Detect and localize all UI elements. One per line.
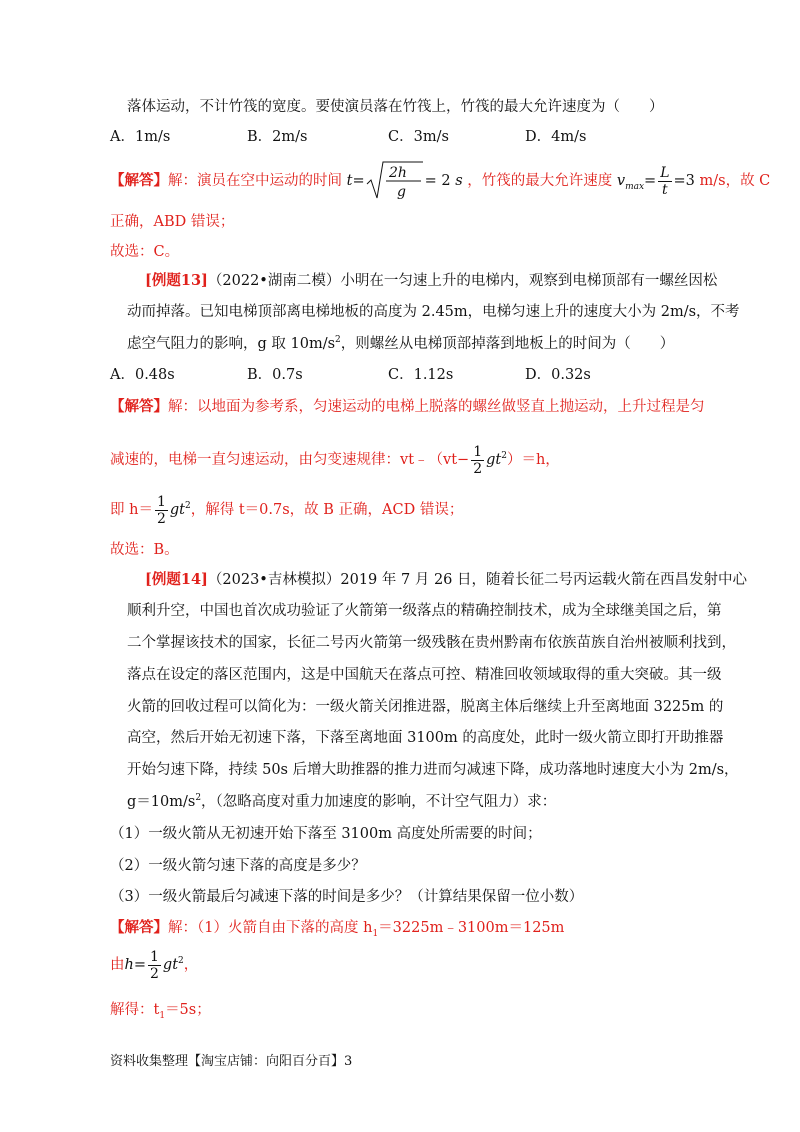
q12-options [110, 127, 710, 147]
q14-answer-line3: 解得：$t_1=5s$； [110, 1002, 211, 1021]
q12-option-d: D．4m/s [525, 129, 587, 145]
q12-answer-line2: 正确，ABD 错误； [110, 214, 235, 230]
q13-option-b: B．0.7s [247, 367, 303, 383]
q12-option-b: B．2m/s [247, 129, 308, 145]
formula-vmax: $v_{max}=$ $\frac{L}{t}$ =3 [616, 164, 695, 198]
q14-stem-line6: 高空，然后开始无初速下落，下落至离地面 3100m 的高度处，此时一级火箭立即打开助推器 [127, 730, 724, 746]
q12-option-a: A．1m/s [110, 129, 171, 145]
answer-text: 解：演员在空中运动的时间 [168, 173, 342, 189]
q13-label: [例题13] [145, 272, 208, 289]
q14-answer-line2: 由h= $\frac{1}{2}$ $gt^2$， [110, 948, 199, 982]
page-footer: 资料收集整理【淘宝店铺：向阳百分百】3 [110, 1054, 353, 1069]
q13-option-c: C．1.12s [388, 367, 454, 383]
q13-conclusion: 故选：B。 [110, 542, 179, 558]
q12-stem-tail: 落体运动，不计竹筏的宽度。要使演员落在竹筏上，竹筏的最大允许速度为（ ） [127, 99, 664, 115]
q14-stem-line8: $g=10m/s^2$，（忽略高度对重力加速度的影响，不计空气阻力）求： [127, 793, 557, 810]
q14-stem-line2: 顺利升空，中国也首次成功验证了火箭第一级落点的精确控制技术，成为全球继美国之后，第 [127, 603, 722, 619]
sqrt-icon [365, 160, 425, 202]
answer-label: 【解答】 [110, 172, 168, 189]
q14-sub3: （3）一级火箭最后匀减速下落的时间是多少？（计算结果保留一位小数） [110, 889, 584, 905]
q13-text: 小明在一匀速上升的电梯内，观察到电梯顶部有一螺丝因松 [340, 273, 718, 289]
q13-source: （2022•湖南二模） [207, 273, 341, 289]
q14-label: [例题14] [145, 571, 208, 588]
q14-sub2: （2）一级火箭匀速下落的高度是多少？ [110, 858, 366, 874]
q14-answer-line1: 【解答】解：（1）火箭自由下落的高度 $h_1=3225m﹣3100m=125m$ [110, 919, 565, 939]
formula-time: t= 2h g = 2 s [347, 173, 468, 189]
answer-text-3: ，故 C [725, 173, 771, 189]
answer-text-2: ，竹筏的最大允许速度 [467, 173, 613, 189]
q13-stem-line1 [145, 271, 717, 291]
q13-answer-line1: 【解答】解：以地面为参考系，匀速运动的电梯上脱落的螺丝做竖直上抛运动，上升过程是匀 [110, 398, 705, 415]
q14-stem-line4: 落点在设定的落区范围内，这是中国航天在落点可控、精准回收领域取得的重大突破。其一级 [127, 667, 722, 683]
q13-stem-line2: 动而掉落。已知电梯顶部离电梯地板的高度为 2.45m，电梯匀速上升的速度大小为 2m/s，不考 [127, 304, 740, 320]
q12-conclusion: 故选：C。 [110, 244, 180, 260]
q13-answer-line3: 即 h＝ $\frac{1}{2}$ $gt^2$，解得 t＝0.7s，故 B 正确，ACD 错误； [110, 493, 464, 527]
q14-sub1: （1）一级火箭从无初速开始下落至 3100m 高度处所需要的时间； [110, 826, 542, 842]
q13-stem-line3: 虑空气阻力的影响，g 取 $10m/s^2$，则螺丝从电梯顶部掉落到地板上的时间为（ ） [127, 335, 675, 352]
svg-text:g: g [396, 184, 406, 200]
q13-option-d: D．0.32s [525, 367, 591, 383]
q12-answer [110, 160, 770, 202]
unit-ms: m/s [699, 173, 726, 189]
q13-option-a: A．0.48s [110, 367, 175, 383]
q13-options [110, 365, 710, 385]
q14-source: （2023•吉林模拟） [207, 572, 341, 588]
q14-stem-line1: [例题14]（2023•吉林模拟）2019 年 7 月 26 日，随着长征二号丙运载火箭在西昌发射中心 [145, 571, 747, 588]
q14-stem-line5: 火箭的回收过程可以简化为：一级火箭关闭推进器，脱离主体后继续上升至离地面 3225m 的 [127, 699, 724, 715]
q12-option-c: C．3m/s [388, 129, 449, 145]
q14-stem-line3: 二个掌握该技术的国家，长征二号丙火箭第一级残骸在贵州黔南布依族苗族自治州被顺利找到， [127, 635, 736, 651]
q13-answer-line2: 减速的，电梯一直匀速运动，由匀变速规律：vt﹣（vt− $\frac{1}{2}$ $gt^2)=h$， [110, 443, 560, 477]
q14-stem-line7: 开始匀速下降，持续 50s 后增大助推器的推力进而匀减速下降，成功落地时速度大小为 2m/s， [127, 762, 739, 778]
svg-text:2h: 2h [388, 165, 407, 181]
